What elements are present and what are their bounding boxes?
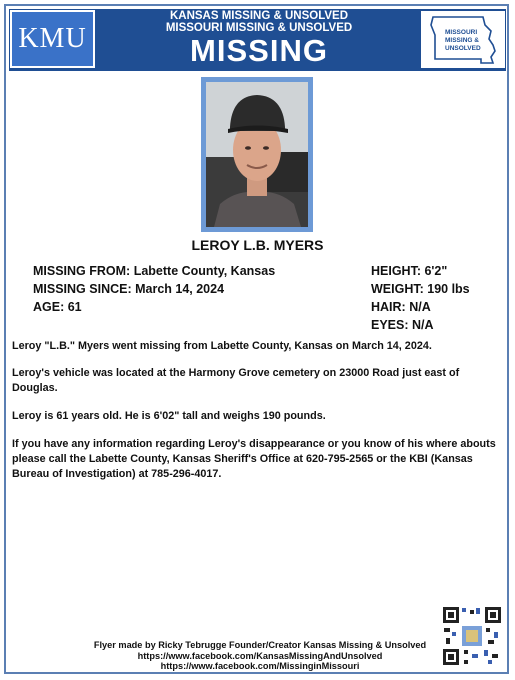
missouri-logo-text: MISSOURI MISSING & UNSOLVED	[445, 29, 481, 52]
details-right	[371, 262, 470, 334]
header-line-kansas: KANSAS MISSING & UNSOLVED	[169, 10, 349, 22]
footer-link-kansas[interactable]: https://www.facebook.com/KansasMissingAndUnsolved	[137, 650, 383, 661]
paragraph-missing: Leroy "L.B." Myers went missing from Labette County, Kansas on March 14, 2024.	[12, 340, 432, 352]
qr-code-icon	[442, 606, 502, 666]
weight: WEIGHT: 190 lbs	[371, 282, 470, 296]
header-title	[100, 10, 418, 68]
kmu-logo-text: KMU	[18, 23, 87, 54]
person-name: LEROY L.B. MYERS	[191, 237, 324, 253]
hair: HAIR: N/A	[371, 300, 431, 314]
missouri-logo	[421, 11, 505, 68]
header-line-missing: MISSING	[190, 33, 328, 68]
paragraph-description: Leroy is 61 years old. He is 6'02" tall and weighs 190 pounds.	[12, 410, 326, 422]
paragraph-vehicle: Leroy's vehicle was located at the Harmony Grove cemetery on 23000 Road just east of Douglas.	[12, 367, 460, 394]
header-line-missouri: MISSOURI MISSING & UNSOLVED	[165, 22, 353, 34]
qr-code	[442, 606, 502, 666]
paragraph-contact: If you have any information regarding Leroy's disappearance or you know of his where abouts please call the Labette County, Kansas Sheriff's Office at 620-795-2565 or the KBI (Kansas Bureau of Investigation) at 785-296-4017.	[12, 438, 496, 480]
missing-from: MISSING FROM: Labette County, Kansas	[33, 264, 276, 278]
photo-frame	[201, 77, 313, 232]
person-photo	[206, 82, 308, 227]
kmu-logo	[10, 10, 95, 68]
details-left	[33, 262, 275, 316]
footer-link-missouri[interactable]: https://www.facebook.com/MissinginMissouri	[160, 661, 360, 671]
missing-since: MISSING SINCE: March 14, 2024	[33, 282, 225, 296]
eyes: EYES: N/A	[371, 318, 434, 332]
footer-credit: Flyer made by Ricky Tebrugge Founder/Creator Kansas Missing & Unsolved	[93, 640, 427, 650]
footer-credits	[60, 640, 460, 672]
height: HEIGHT: 6'2"	[371, 264, 448, 278]
age: AGE: 61	[33, 300, 82, 314]
